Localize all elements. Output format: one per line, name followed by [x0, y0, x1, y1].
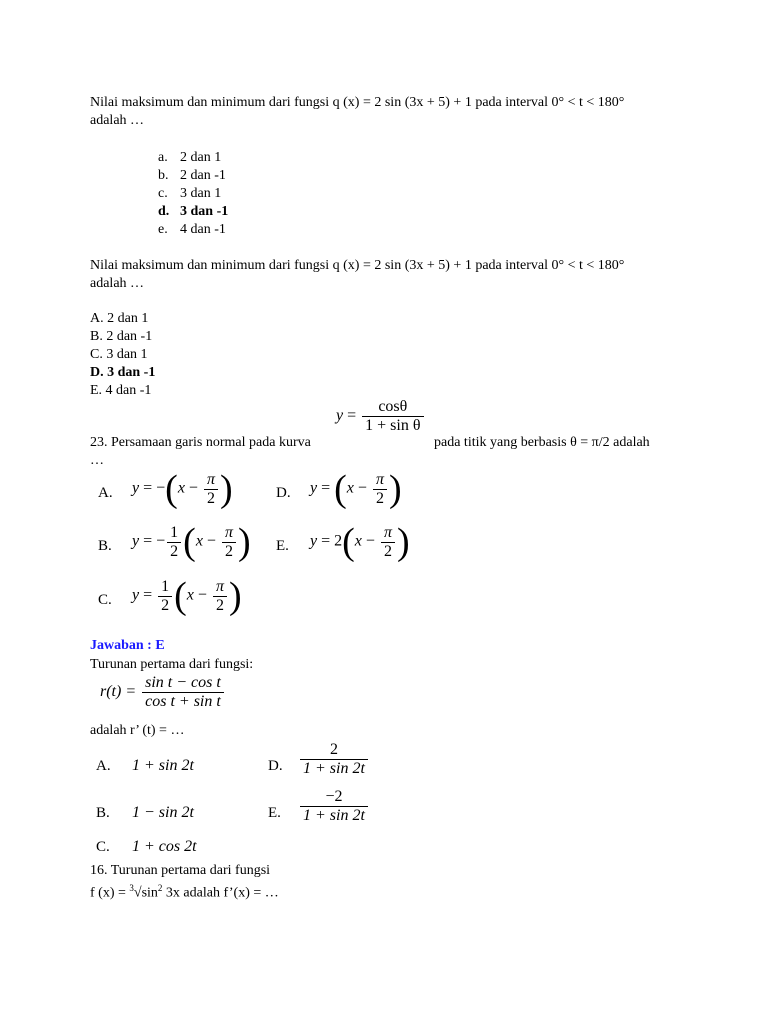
q1-option-e: e. 4 dan -1 — [158, 222, 226, 237]
q1-stem-line1: Nilai maksimum dan minimum dari fungsi q (x) = 2 sin (3x + 5) + 1 pada interval 0° < t < 180° — [90, 95, 625, 110]
q23-option-b-label: B. — [98, 538, 112, 554]
deriv-option-b-label: B. — [96, 805, 110, 821]
deriv-option-b-expr: 1 − sin 2t — [132, 804, 194, 821]
q23-option-a-expr: y = −(x − $\frac{\pi}{2}$ ) — [132, 468, 233, 510]
deriv-option-a-expr: 1 + sin 2t — [132, 757, 194, 774]
q2-option-e: E. 4 dan -1 — [90, 383, 152, 398]
deriv-intro: Turunan pertama dari fungsi: — [90, 657, 254, 672]
deriv-option-c-expr: 1 + cos 2t — [132, 838, 197, 855]
q23-stem-right: pada titik yang berbasis θ = π/2 adalah — [434, 435, 650, 450]
q23-option-c-label: C. — [98, 592, 112, 608]
q1-option-c: c. 3 dan 1 — [158, 186, 222, 201]
q2-option-c: C. 3 dan 1 — [90, 347, 148, 362]
deriv-option-d-expr: $\frac{2}{1 + \sin 2t}$ — [298, 741, 370, 778]
deriv-option-a-label: A. — [96, 758, 111, 774]
deriv-option-e-label: E. — [268, 805, 281, 821]
q1-stem-line2: adalah … — [90, 113, 145, 128]
deriv-option-d-label: D. — [268, 758, 283, 774]
q2-option-d-correct: D. 3 dan -1 — [90, 365, 156, 380]
q1-option-a: a. 2 dan 1 — [158, 150, 222, 165]
q23-stem-continuation: … — [90, 453, 104, 468]
q2-stem-line2: adalah … — [90, 276, 145, 291]
q23-option-b-expr: y = − $\frac{1}{2}$ (x − $\frac{\pi}{2}$ ) — [132, 521, 251, 563]
deriv-option-c-label: C. — [96, 839, 110, 855]
q23-option-e-label: E. — [276, 538, 289, 554]
q23-option-a-label: A. — [98, 485, 113, 501]
q16-line1: 16. Turunan pertama dari fungsi — [90, 863, 271, 878]
q23-option-e-expr: y = 2(x − $\frac{\pi}{2}$ ) — [310, 521, 410, 563]
q23-option-d-label: D. — [276, 485, 291, 501]
q23-stem-left: 23. Persamaan garis normal pada kurva — [90, 435, 311, 450]
answer-label: Jawaban : E — [90, 638, 165, 653]
q2-option-b: B. 2 dan -1 — [90, 329, 153, 344]
q2-option-a: A. 2 dan 1 — [90, 311, 149, 326]
q16-line2: f $(x) = ^3√\sin^2$ 3x adalah f’(x) = … — [90, 883, 279, 901]
deriv-function: r(t) = $\frac{\text{sin t − cos t}}{\text{cos t + sin t}}$ — [100, 674, 226, 711]
deriv-option-e-expr: $\frac{-2}{1 + \sin 2t}$ — [298, 788, 370, 825]
q23-option-c-expr: y = $\frac{1}{2}$ (x − $\frac{\pi}{2}$ ) — [132, 575, 242, 617]
q2-stem-line1: Nilai maksimum dan minimum dari fungsi q (x) = 2 sin (3x + 5) + 1 pada interval 0° < t < 180° — [90, 258, 625, 273]
q1-option-b: b. 2 dan -1 — [158, 168, 226, 183]
deriv-ask: adalah r’ (t) = … — [90, 723, 185, 738]
q1-option-d-correct: d. 3 dan -1 — [158, 204, 229, 219]
q23-option-d-expr: y = (x − $\frac{\pi}{2}$ ) — [310, 468, 402, 510]
q23-curve-formula: y = $\frac{\cos\theta}{\text{1 + sin θ}}$ — [336, 398, 426, 435]
